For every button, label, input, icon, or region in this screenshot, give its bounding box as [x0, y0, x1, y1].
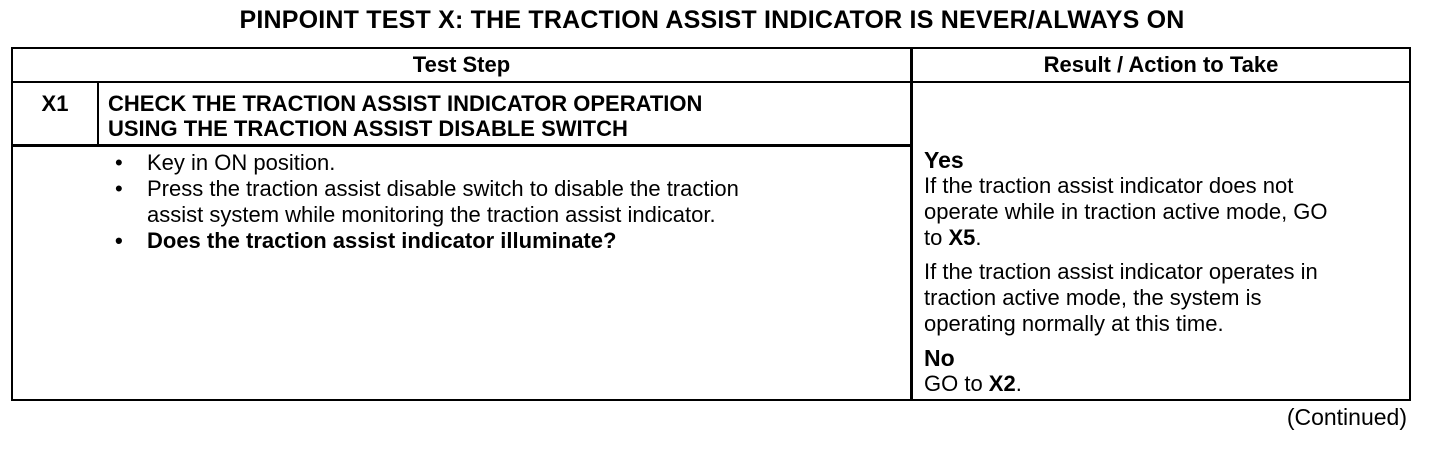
question-text: Does the traction assist indicator illuminate?	[147, 228, 617, 253]
result-line	[924, 225, 1404, 251]
step-title-divider	[13, 144, 911, 147]
result-line: If the traction assist indicator does not	[924, 173, 1294, 198]
result-text-prefix: GO to	[924, 371, 989, 396]
header-test-step: Test Step	[412, 52, 511, 77]
header-result-action: Result / Action to Take	[1043, 52, 1279, 77]
result-action-cell	[924, 147, 1404, 397]
column-divider	[910, 49, 913, 399]
continued-note: (Continued)	[1286, 404, 1407, 430]
instruction-text: assist system while monitoring the traction assist indicator.	[147, 202, 716, 227]
goto-step-link[interactable]: X2	[988, 371, 1016, 396]
step-title-line: USING THE TRACTION ASSIST DISABLE SWITCH	[108, 116, 628, 141]
result-line: operating normally at this time.	[924, 311, 1224, 336]
bullet-icon: •	[115, 228, 123, 253]
result-line: If the traction assist indicator operates in	[924, 259, 1318, 284]
pinpoint-test-table	[11, 47, 1411, 401]
result-no-text	[924, 371, 1404, 397]
bullet-icon: •	[115, 176, 123, 201]
list-item	[101, 150, 739, 176]
goto-step-link[interactable]: X5	[948, 225, 976, 250]
list-item-continuation	[101, 202, 739, 228]
result-line: operate while in traction active mode, GO	[924, 199, 1328, 224]
result-text-suffix: .	[975, 225, 982, 250]
result-text-suffix: .	[1015, 371, 1022, 396]
result-text-prefix: to	[924, 225, 949, 250]
result-line: traction active mode, the system is	[924, 285, 1262, 310]
bullet-icon: •	[115, 150, 123, 175]
result-yes-label: Yes	[924, 147, 964, 173]
list-item-question	[101, 228, 739, 254]
step-instructions	[101, 150, 739, 254]
result-no-label: No	[924, 345, 955, 371]
instruction-text: Press the traction assist disable switch to disable the traction	[147, 176, 739, 201]
step-id: X1	[41, 91, 69, 116]
result-yes-text-2	[924, 259, 1404, 337]
list-item	[101, 176, 739, 202]
step-title	[108, 91, 702, 141]
page-title: PINPOINT TEST X: THE TRACTION ASSIST INDICATOR IS NEVER/ALWAYS ON	[239, 6, 1185, 34]
header-divider	[13, 81, 1409, 83]
step-title-line: CHECK THE TRACTION ASSIST INDICATOR OPERATION	[108, 91, 703, 116]
step-id-divider	[97, 83, 99, 146]
instruction-text: Key in ON position.	[147, 150, 336, 175]
result-yes-text-1	[924, 173, 1404, 251]
